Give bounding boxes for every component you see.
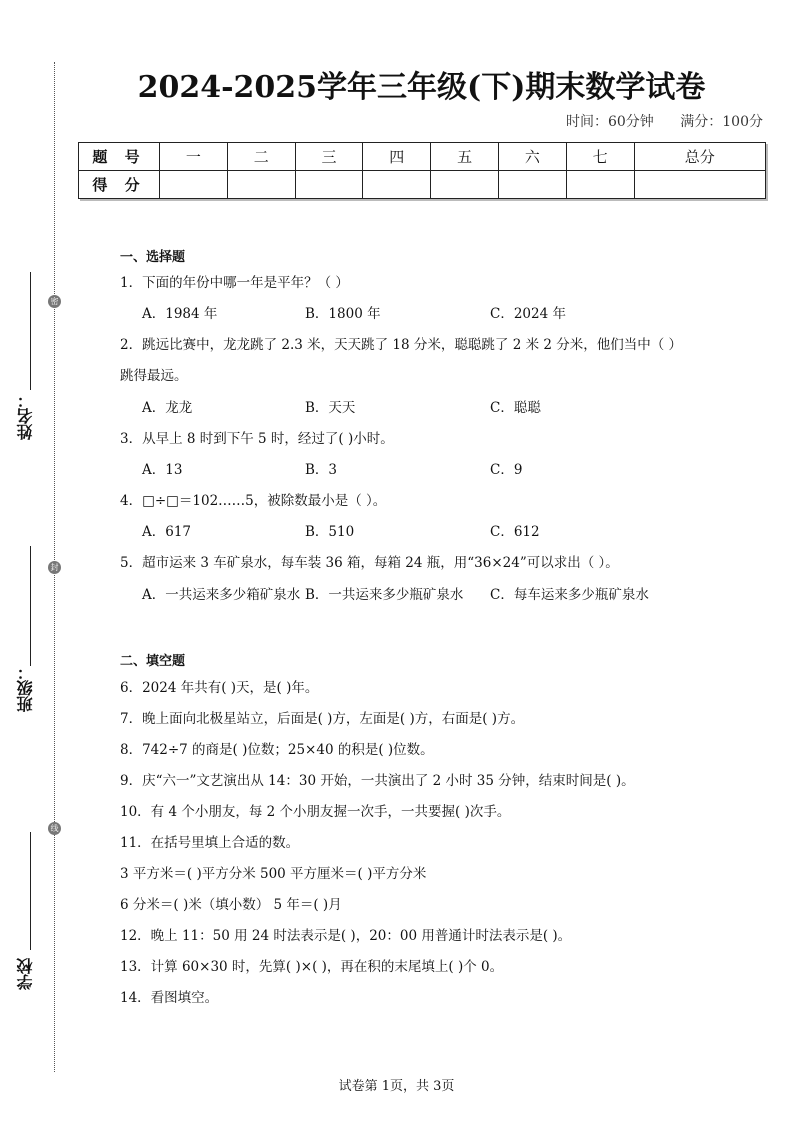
score-table-cell: 一 <box>160 143 228 171</box>
question-text: 3．从早上 8 时到下午 5 时，经过了( )小时。 <box>120 431 394 447</box>
score-input-cell[interactable] <box>160 171 228 199</box>
fill-question-part: 3 平方米＝( )平方分米 500 平方厘米＝( )平方分米 <box>120 866 427 882</box>
score-input-cell[interactable] <box>566 171 634 199</box>
score-table-cell: 三 <box>295 143 363 171</box>
score-input-cell[interactable] <box>634 171 765 199</box>
option-c: C．9 <box>490 462 523 478</box>
fill-question: 6．2024 年共有( )天，是( )年。 <box>120 680 319 696</box>
seal-mark-feng: 封 <box>48 561 61 574</box>
name-label: 姓名： <box>16 392 35 440</box>
section-title-fill: 二、填空题 <box>120 654 186 669</box>
option-c: C．612 <box>490 524 540 540</box>
question-text: 2．跳远比赛中，龙龙跳了 2.3 米，天天跳了 18 分米，聪聪跳了 2 米 2 分米，他们当中（ ） <box>120 337 683 353</box>
score-input-cell[interactable] <box>363 171 431 199</box>
option-b: B．1800 年 <box>305 306 381 322</box>
school-blank-line <box>30 832 31 950</box>
option-a: A．一共运来多少箱矿泉水 <box>142 587 301 603</box>
fill-question: 11．在括号里填上合适的数。 <box>120 835 300 851</box>
score-table-cell: 四 <box>363 143 431 171</box>
fill-question: 7．晚上面向北极星站立，后面是( )方，左面是( )方，右面是( )方。 <box>120 711 525 727</box>
option-a: A．13 <box>142 462 183 478</box>
fill-question-part: 6 分米＝( )米（填小数） 5 年＝( )月 <box>120 897 342 913</box>
score-table-cell: 总分 <box>634 143 765 171</box>
option-b: B．3 <box>305 462 338 478</box>
option-b: B．510 <box>305 524 355 540</box>
section-title-choice: 一、选择题 <box>120 250 186 265</box>
option-a: A．1984 年 <box>142 306 218 322</box>
option-a: A．龙龙 <box>142 400 193 416</box>
question-text: 4．□÷□＝102……5，被除数最小是（ ）。 <box>120 493 387 509</box>
fill-question: 13．计算 60×30 时，先算( )×( )，再在积的末尾填上( )个 0。 <box>120 959 504 975</box>
score-table-cell: 七 <box>566 143 634 171</box>
name-blank-line <box>30 272 31 390</box>
score-table-score-row <box>79 171 766 199</box>
option-c: C．2024 年 <box>490 306 566 322</box>
fill-question: 9．庆“六一”文艺演出从 14：30 开始，一共演出了 2 小时 35 分钟，结束时间是( )。 <box>120 773 635 789</box>
seal-mark-mi: 密 <box>48 295 61 308</box>
fill-question: 10．有 4 个小朋友，每 2 个小朋友握一次手，一共要握( )次手。 <box>120 804 511 820</box>
option-b: B．一共运来多少瓶矿泉水 <box>305 587 464 603</box>
exam-meta <box>544 111 763 131</box>
fill-question: 14．看图填空。 <box>120 990 219 1006</box>
score-table-cell: 得 分 <box>79 171 160 199</box>
fill-question: 12．晚上 11：50 用 24 时法表示是( )，20：00 用普通计时法表示是( )。 <box>120 928 572 944</box>
option-a: A．617 <box>142 524 192 540</box>
fill-question: 8．742÷7 的商是( )位数；25×40 的积是( )位数。 <box>120 742 434 758</box>
option-b: B．天天 <box>305 400 356 416</box>
score-table-cell: 二 <box>227 143 295 171</box>
score-table-header-row <box>79 143 766 171</box>
school-label: 学校 <box>16 958 35 990</box>
exam-total-score: 满分：100分 <box>680 114 763 130</box>
score-table-cell: 五 <box>431 143 499 171</box>
score-table <box>78 142 766 199</box>
question-text: 5．超市运来 3 车矿泉水，每车装 36 箱，每箱 24 瓶，用“36×24”可以求出（ ）。 <box>120 555 619 571</box>
option-c: C．每车运来多少瓶矿泉水 <box>490 587 649 603</box>
score-input-cell[interactable] <box>498 171 566 199</box>
seal-mark-xian: 线 <box>48 822 61 835</box>
exam-title: 2024-2025学年三年级(下)期末数学试卷 <box>137 70 706 105</box>
score-input-cell[interactable] <box>431 171 499 199</box>
class-blank-line <box>30 546 31 666</box>
score-table-cell: 题 号 <box>79 143 160 171</box>
class-label: 班级： <box>16 664 35 712</box>
page-footer: 试卷第 1页，共 3页 <box>338 1079 455 1094</box>
question-text-continued: 跳得最远。 <box>120 368 188 384</box>
score-input-cell[interactable] <box>227 171 295 199</box>
score-input-cell[interactable] <box>295 171 363 199</box>
score-table-cell: 六 <box>498 143 566 171</box>
exam-time: 时间：60分钟 <box>565 114 654 130</box>
option-c: C．聪聪 <box>490 400 541 416</box>
question-text: 1．下面的年份中哪一年是平年？（ ） <box>120 275 349 291</box>
